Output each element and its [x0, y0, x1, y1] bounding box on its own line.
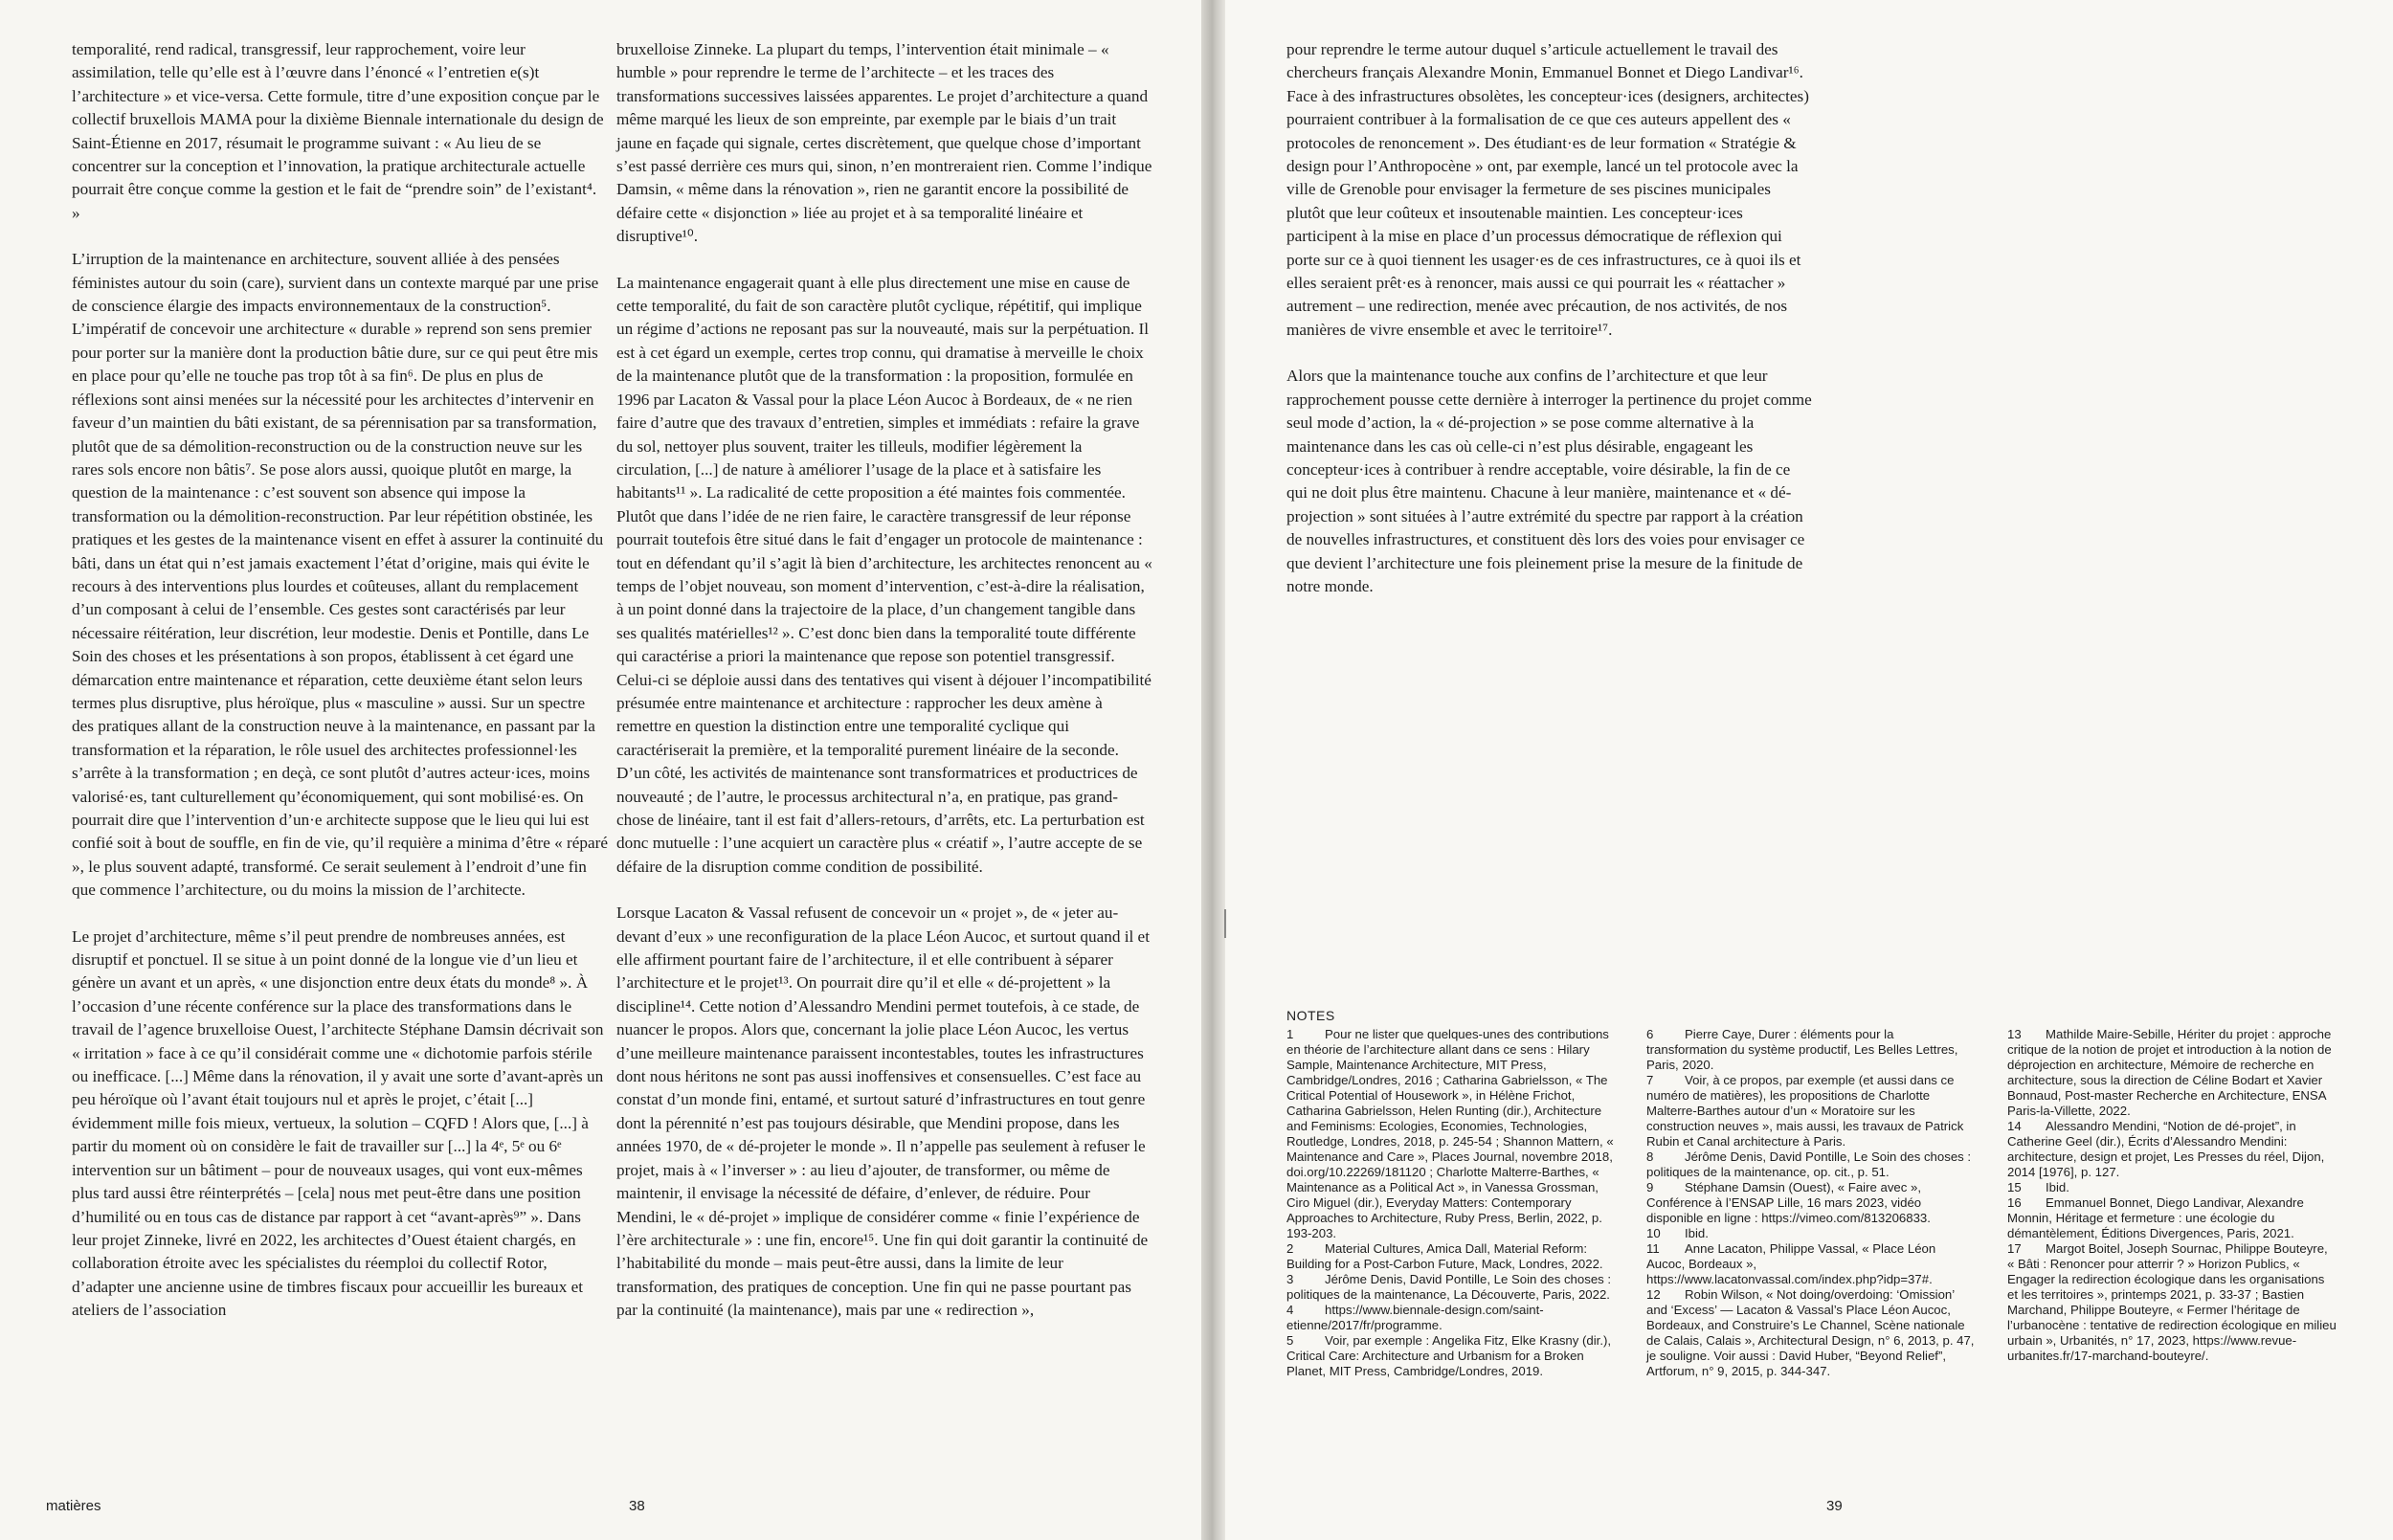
footnote-number: 2: [1286, 1241, 1294, 1256]
notes-heading: NOTES: [1286, 1008, 1335, 1023]
notes-column-2: [1646, 1027, 1977, 1379]
footnote-text: https://www.biennale-design.com/saint-etienne/2017/fr/programme.: [1286, 1303, 1544, 1332]
footnote-number: 4: [1286, 1303, 1294, 1317]
footnote: [1646, 1027, 1977, 1073]
footnote: [1646, 1287, 1977, 1379]
footnote-text: Stéphane Damsin (Ouest), « Faire avec », Conférence à l’ENSAP Lille, 16 mars 2023, vidéo disponible en ligne : https://vimeo.com/813206833.: [1646, 1180, 1931, 1225]
footnote: [2007, 1119, 2337, 1180]
paragraph: La maintenance engagerait quant à elle plus directement une mise en cause de cette temporalité, du fait de son caractère plutôt cyclique, répétitif, qui implique un régime d’actions ne reposant pas sur la nouveauté, mais sur la perpétuation. Il est à cet égard un exemple, certes trop connu, qui dramatise à merveille le choix de la maintenance plutôt que de la transformation : la proposition, formulée en 1996 par Lacaton & Vassal pour la place Léon Aucoc à Bordeaux, de « ne rien faire d’autre que des travaux d’entretien, simples et immédiats : refaire la grave du sol, nettoyer plus souvent, traiter les tilleuls, modifier légèrement la circulation, [...] de nature à améliorer l’usage de la place et à satisfaire les habitants¹¹ ». La radicalité de cette proposition a été maintes fois commentée. Plutôt que dans l’idée de ne rien faire, le caractère transgressif de leur réponse pourrait toutefois être situé dans le fait d’engager un protocole de maintenance : tout en défendant qu’il s’agit là bien d’architecture, les architectes renoncent au « temps de l’objet nouveau, son moment d’intervention, c’est-à-dire la réalisation, à un point donné dans la trajectoire de la place, d’un changement tangible dans ses qualités matérielles¹² ». C’est donc bien dans la temporalité toute différente qui caractérise a priori la maintenance que repose son potentiel transgressif. Celui-ci se déploie aussi dans des tentatives qui visent à déjouer l’incompatibilité présumée entre maintenance et architecture : rapprocher les deux amène à remettre en question la distinction entre une temporalité cyclique qui caractériserait la première, et la temporalité purement linéaire de la seconde. D’un côté, les activités de maintenance sont transformatrices et productrices de nouveauté ; de l’autre, le processus architectural n’a, en pratique, pas grand-chose de linéaire, tant il est fait d’allers-retours, d’arrêts, etc. La perturbation est donc mutuelle : l’une acquiert un caractère plus « créatif », l’autre accepte de se défaire de la disruption comme condition de possibilité.: [616, 273, 1152, 876]
footnote-number: 8: [1646, 1149, 1654, 1164]
journal-name: matières: [46, 1498, 101, 1514]
paragraph: pour reprendre le terme autour duquel s’articule actuellement le travail des chercheurs français Alexandre Monin, Emmanuel Bonnet et Diego Landivar¹⁶. Face à des infrastructures obsolètes, les concepteur·ices (designers, architectes) pourraient contribuer à la formalisation de ce que ces auteurs appellent des « protocoles de renoncement ». Des étudiant·es de leur formation « Stratégie & design pour l’Anthropocène » ont, par exemple, lancé un tel protocole avec la ville de Grenoble pour envisager la fermeture de ses piscines municipales plutôt que leur coûteux et insoutenable maintien. Les concepteur·ices participent à la mise en place d’un processus démocratique de réflexion qui porte sur ce à quoi tiennent les usager·es de ces infrastructures, ce à quoi ils et elles seraient prêt·es à renoncer, mais aussi ce qui pourrait les « réattacher » autrement – une redirection, menée avec précaution, de nos activités, de nos manières de vivre ensemble et avec le territoire¹⁷.: [1286, 40, 1809, 339]
footnote-number: 5: [1286, 1333, 1294, 1348]
footnote: [1646, 1073, 1977, 1149]
page-number-left: 38: [629, 1498, 645, 1514]
left-page-column-2: [616, 38, 1152, 1346]
footnote: [1646, 1149, 1977, 1180]
footnote-text: Ibid.: [1685, 1226, 1709, 1240]
notes-column-1: [1286, 1027, 1617, 1379]
footnote-text: Pour ne lister que quelques-unes des contributions en théorie de l’architecture allant dans ce sens : Hilary Sample, Maintenance Architecture, MIT Press, Cambridge/Londres, 2016 ; Catharina Gabrielsson, « The Critical Potential of Housework », in Hélène Frichot, Catharina Gabrielsson, Helen Runting (dir.), Architecture and Feminisms: Ecologies, Economies, Technologies, Routledge, Londres, 2018, p. 245-54 ; Shannon Mattern, « Maintenance and Care », Places Journal, novembre 2018, doi.org/10.22269/181120 ; Charlotte Malterre-Barthes, « Maintenance as a Political Act », in Vanessa Grossman, Ciro Miguel (dir.), Everyday Matters: Contemporary Approaches to Architecture, Ruby Press, Berlin, 2022, p. 193-203.: [1286, 1027, 1614, 1240]
footnote: [1286, 1303, 1617, 1333]
page-mark: [1224, 909, 1226, 938]
footnote-text: Mathilde Maire-Sebille, Hériter du projet : approche critique de la notion de projet et introduction à la notion de déprojection en architecture, Mémoire de recherche en architecture, sous la direction de Céline Bodart et Xavier Bonnaud, Post-master Recherche en Architecture, ENSA Paris-la-Villette, 2022.: [2007, 1027, 2332, 1118]
footnote: [2007, 1027, 2337, 1119]
footnote-number: 14: [2007, 1119, 2022, 1133]
footnote-number: 10: [1646, 1226, 1661, 1240]
footnote-number: 1: [1286, 1027, 1294, 1041]
footnote-text: Margot Boitel, Joseph Sournac, Philippe Bouteyre, « Bâti : Renoncer pour atterrir ? » Horizon Publics, « Engager la redirection écologique dans les organisations et les territoires », printemps 2021, p. 33-37 ; Bastien Marchand, Philippe Bouteyre, « Fermer l’héritage de l’urbanocène : tentative de redirection écologique en milieu urbain », Urbanités, n° 17, 2023, https://www.revue-urbanites.fr/17-marchand-bouteyre/.: [2007, 1241, 2337, 1363]
footnote-number: 11: [1646, 1241, 1660, 1256]
notes-column-3: [2007, 1027, 2337, 1364]
footnote-number: 9: [1646, 1180, 1654, 1194]
footnote: [1286, 1272, 1617, 1303]
paragraph: temporalité, rend radical, transgressif, leur rapprochement, voire leur assimilation, telle qu’elle est à l’œuvre dans l’énoncé « l’entretien e(s)t l’architecture » et vice-versa. Cette formule, titre d’une exposition conçue par le collectif bruxellois MAMA pour la dixième Biennale internationale du design de Saint-Étienne en 2017, résumait le programme suivant : « Au lieu de se concentrer sur la conception et l’innovation, la pratique architecturale actuelle pourrait être conçue comme la gestion et le fait de “prendre soin” de l’existant⁴. »: [72, 40, 604, 222]
footnote-text: Robin Wilson, « Not doing/overdoing: ‘Omission’ and ‘Excess’ — Lacaton & Vassal’s Place Léon Aucoc, Bordeaux, and Construire’s Le Channel, Scène nationale de Calais, Calais », Architectural Design, n° 6, 2013, p. 47, je souligne. Voir aussi : David Huber, “Beyond Relief”, Artforum, n° 9, 2015, p. 344-347.: [1646, 1287, 1975, 1378]
footnote-text: Anne Lacaton, Philippe Vassal, « Place Léon Aucoc, Bordeaux », https://www.lacatonvassal.com/index.php?idp=37#.: [1646, 1241, 1936, 1286]
footnote-number: 17: [2007, 1241, 2022, 1256]
footnote-number: 15: [2007, 1180, 2022, 1194]
footnote-text: Material Cultures, Amica Dall, Material Reform: Building for a Post-Carbon Future, Mack, Londres, 2022.: [1286, 1241, 1603, 1271]
paragraph: bruxelloise Zinneke. La plupart du temps, l’intervention était minimale – « humble » pour reprendre le terme de l’architecte – et les traces des transformations successives laissées apparentes. Le projet d’architecture a quand même marqué les lieux de son empreinte, par exemple par le biais d’un trait jaune en façade qui signale, certes discrètement, que quelque chose d’important s’est passé derrière ces murs qui, sinon, n’en montreraient rien. Comme l’indique Damsin, « même dans la rénovation », rien ne garantit encore la possibilité de défaire cette « disjonction » liée au projet et à sa temporalité linéaire et disruptive¹⁰.: [616, 40, 1152, 246]
footnote: [1646, 1180, 1977, 1226]
footnote: [1286, 1333, 1617, 1379]
footnote-text: Jérôme Denis, David Pontille, Le Soin des choses : politiques de la maintenance, op. cit., p. 51.: [1646, 1149, 1972, 1179]
footnote-number: 3: [1286, 1272, 1294, 1286]
footnote-number: 7: [1646, 1073, 1654, 1087]
footnote-text: Jérôme Denis, David Pontille, Le Soin des choses : politiques de la maintenance, La Découverte, Paris, 2022.: [1286, 1272, 1612, 1302]
footnote: [1646, 1241, 1977, 1287]
footnote: [1286, 1027, 1617, 1241]
footnote-number: 6: [1646, 1027, 1654, 1041]
right-page-column: [1286, 38, 1813, 621]
binding-gutter: [1201, 0, 1225, 1540]
paragraph: L’irruption de la maintenance en architecture, souvent alliée à des pensées féministes autour du soin (care), survient dans un contexte marqué par une prise de conscience élargie des impacts environnementaux de la construction⁵. L’impératif de concevoir une architecture « durable » reprend son sens premier pour porter sur la manière dont la production bâtie dure, sur ce qui peut être mis en place pour qu’elle ne touche pas trop tôt à sa fin⁶. De plus en plus de réflexions sont ainsi menées sur la nécessité pour les architectes d’intervenir en faveur d’un maintien du bâti existant, de sa pérennisation par sa transformation, plutôt que de sa démolition-reconstruction ou de la construction neuve sur les rares sols encore non bâtis⁷. Se pose alors aussi, quoique plutôt en marge, la question de la maintenance : c’est souvent son absence qui impose la transformation ou la démolition-reconstruction. Par leur répétition obstinée, les pratiques et les gestes de la maintenance visent en effet à assurer la continuité du bâti, dans un état qui n’est jamais exactement l’état d’origine, mais qui évite le recours à des interventions plus lourdes et coûteuses, allant du remplacement d’un composant à celui de l’ensemble. Ces gestes sont caractérisés par leur nécessaire réitération, leur discrétion, leur modestie. Denis et Pontille, dans Le Soin des choses et les présentations à son propos, établissent à cet égard une démarcation entre maintenance et réparation, cette deuxième étant selon leurs termes plus disruptive, plus héroïque, plus « masculine » aussi. Sur un spectre des pratiques allant de la construction neuve à la maintenance, en passant par la transformation et la réparation, le rôle usuel des architectes professionnel·les s’arrête à la transformation ; en deçà, ce sont plutôt d’autres acteur·ices, moins valorisé·es, tant culturellement qu’économiquement, qui sont mobilisé·es. On pourrait dire que l’intervention d’un·e architecte suppose que le lieu qui lui est confié soit à bout de souffle, en fin de vie, qu’il requière a minima d’être « réparé », le plus souvent adapté, transformé. Ce serait seulement à l’endroit d’une fin que commence l’architecture, ou du moins la mission de l’architecte.: [72, 250, 608, 900]
paragraph: Le projet d’architecture, même s’il peut prendre de nombreuses années, est disruptif et ponctuel. Il se situe à un point donné de la longue vie d’un lieu et génère un avant et un après, « une disjonction entre deux états du monde⁸ ». À l’occasion d’une récente conférence sur la place des transformations dans le travail de l’agence bruxelloise Ouest, l’architecte Stéphane Damsin décrivait son « irritation » face à ce qu’il considérait comme une « dichotomie parfois stérile ou inefficace. [...] Même dans la rénovation, il y avait une sorte d’avant-après un peu héroïque où l’avant était toujours nul et après le projet, c’était [...] évidemment mille fois mieux, vertueux, la solution – CQFD ! Alors que, [...] à partir du moment où on considère le fait de travailler sur [...] la 4ᵉ, 5ᵉ ou 6ᵉ intervention sur un bâtiment – pour de nouveaux usages, qui vont eux-mêmes plus tard aussi être réinterprétés – [cela] nous met peut-être dans une position d’humilité ou en tous cas de distance par rapport à cet “avant-après⁹” ». Dans leur projet Zinneke, livré en 2022, les architectes d’Ouest étaient chargés, en collaboration étroite avec les spécialistes du réemploi du collectif Rotor, d’adapter une ancienne usine de timbres fiscaux pour accueillir les bureaux et ateliers de l’association: [72, 926, 604, 1320]
footnote-text: Voir, par exemple : Angelika Fitz, Elke Krasny (dir.), Critical Care: Architecture and Urbanism for a Broken Planet, MIT Press, Cambridge/Londres, 2019.: [1286, 1333, 1612, 1378]
footnote-text: Pierre Caye, Durer : éléments pour la transformation du système productif, Les Belles Lettres, Paris, 2020.: [1646, 1027, 1958, 1072]
paragraph: Alors que la maintenance touche aux confins de l’architecture et que leur rapprochement pousse cette dernière à interroger la pertinence du projet comme seul mode d’action, la « dé-projection » se pose comme alternative à la maintenance dans les cas où celle-ci n’est plus désirable, engageant les concepteur·ices à contribuer à rendre acceptable, voire désirable, la fin de ce qui ne doit plus être maintenu. Chacune à leur manière, maintenance et « dé-projection » sont situées à l’autre extrémité du spectre par rapport à la création de nouvelles infrastructures, et constituent dès lors des voies pour envisager ce que devient l’architecture une fois pleinement prise la mesure de la finitude de notre monde.: [1286, 367, 1812, 595]
footnote-text: Ibid.: [2046, 1180, 2069, 1194]
paragraph: Lorsque Lacaton & Vassal refusent de concevoir un « projet », de « jeter au-devant d’eux » une reconfiguration de la place Léon Aucoc, et surtout quand il et elle affirment pourtant faire de l’architecture, il et elle contribuent à séparer l’architecture et le projet¹³. On pourrait dire qu’il et elle « dé-projettent » la discipline¹⁴. Cette notion d’Alessandro Mendini permet toutefois, à ce stade, de nuancer le propos. Alors que, concernant la jolie place Léon Aucoc, les vertus d’une meilleure maintenance paraissent incontestables, toutes les infrastructures dont nous héritons ne sont pas aussi inoffensives et consensuelles. C’est face au constat d’un monde fini, entamé, et surtout saturé d’infrastructures en tout genre dont la pérennité n’est pas toujours désirable, que Mendini propose, dans les années 1970, de « dé-projeter le monde ». Il n’appelle pas seulement à refuser le projet, mais à « l’inverser » : au lieu d’ajouter, de transformer, ou même de maintenir, il envisage la nécessité de défaire, d’enlever, de réduire. Pour Mendini, le « dé-projet » implique de considérer comme « finie l’expérience de l’ère architecturale » : une fin, encore¹⁵. Une fin qui doit garantir la continuité de l’habitabilité du monde – mais peut-être aussi, dans la limite de leur transformation, des pratiques de conception. Une fin qui ne passe pourtant pas par la continuité (la maintenance), mais par une « redirection »,: [616, 904, 1150, 1320]
footnote-number: 13: [2007, 1027, 2022, 1041]
footnote-number: 12: [1646, 1287, 1661, 1302]
footnote: [2007, 1241, 2337, 1364]
footnote-text: Alessandro Mendini, “Notion de dé-projet”, in Catherine Geel (dir.), Écrits d’Alessandro Mendini: architecture, design et projet, Les Presses du réel, Dijon, 2014 [1976], p. 127.: [2007, 1119, 2325, 1179]
footnote-text: Emmanuel Bonnet, Diego Landivar, Alexandre Monnin, Héritage et fermeture : une écologie du démantèlement, Éditions Divergences, Paris, 2021.: [2007, 1195, 2304, 1240]
footnote-text: Voir, à ce propos, par exemple (et aussi dans ce numéro de matières), les propositions de Charlotte Malterre-Barthes autour d’un « Moratoire sur les construction neuves », mais aussi, les travaux de Patrick Rubin et Canal architecture à Paris.: [1646, 1073, 1964, 1149]
footnote: [2007, 1180, 2337, 1195]
page-number-right: 39: [1826, 1498, 1843, 1514]
footnote-number: 16: [2007, 1195, 2022, 1210]
footnote: [1286, 1241, 1617, 1272]
footnote: [1646, 1226, 1977, 1241]
footnote: [2007, 1195, 2337, 1241]
left-page-column-1: [72, 38, 608, 1346]
